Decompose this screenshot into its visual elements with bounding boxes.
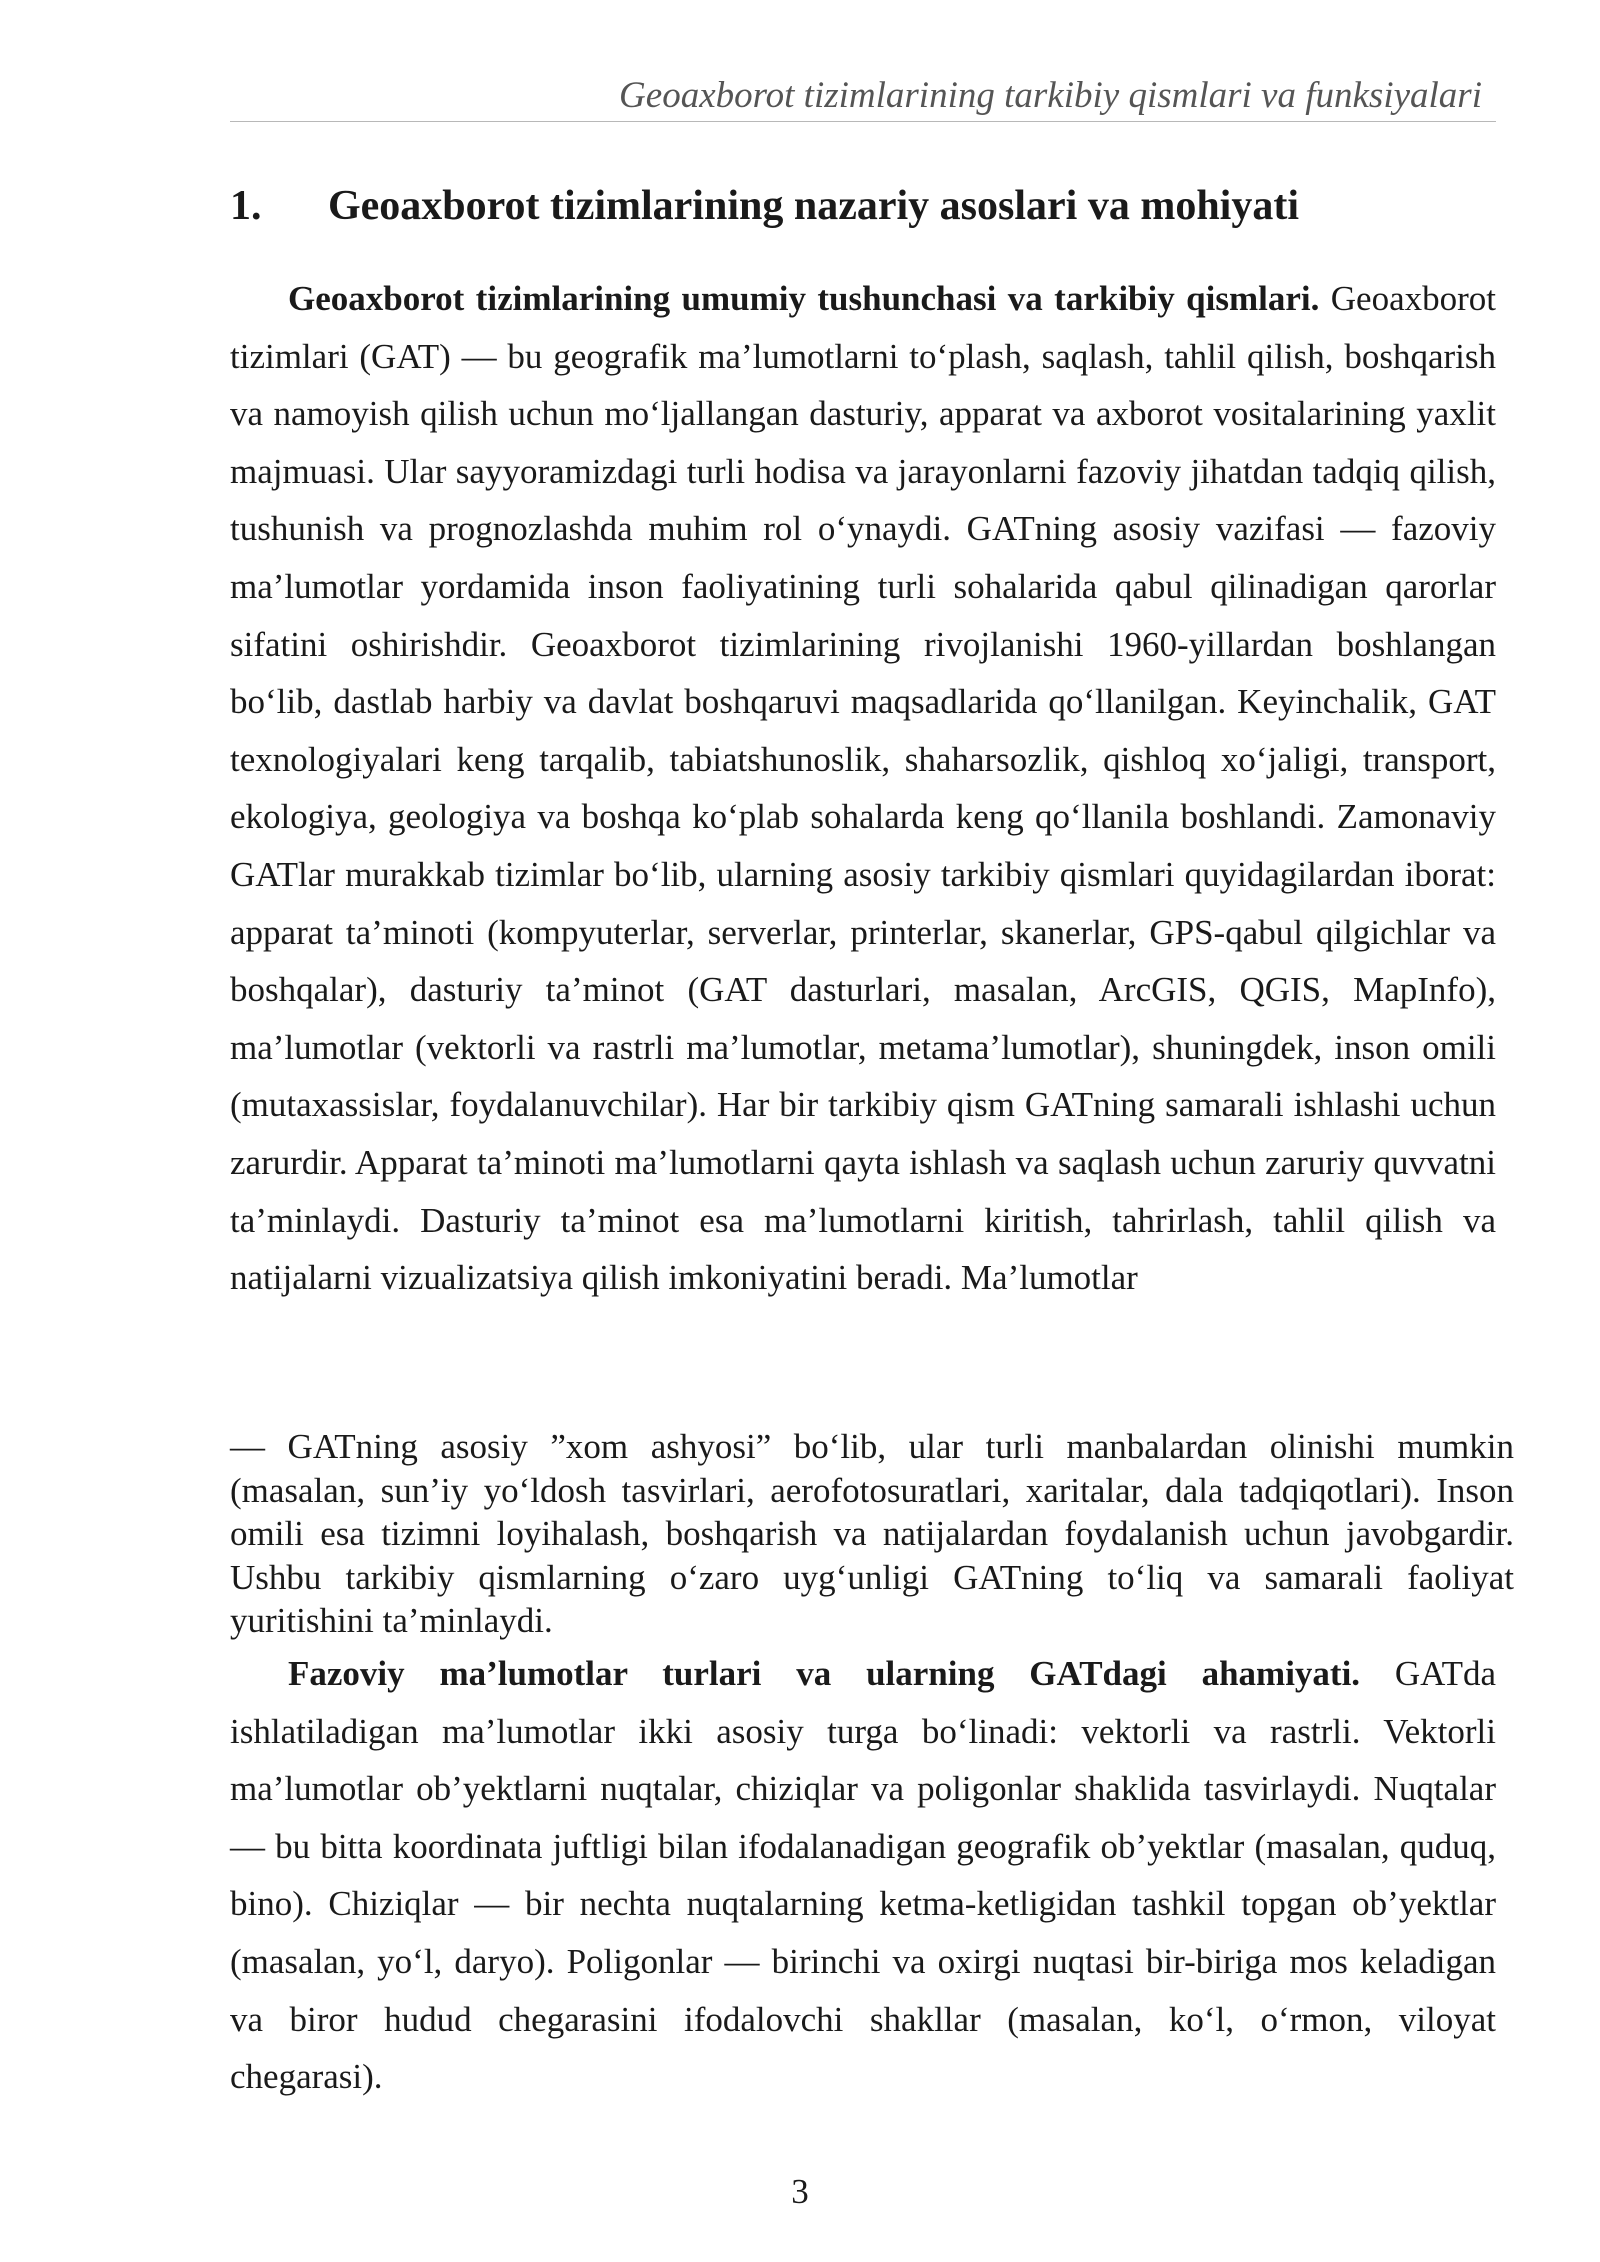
chapter-title: Geoaxborot tizimlarining nazariy asoslari va mohiyati bbox=[328, 183, 1300, 229]
chapter-heading bbox=[230, 178, 1500, 234]
run-in-heading-overview: Geoaxborot tizimlarining umumiy tushunchasi va tarkibiy qismlari. bbox=[288, 279, 1320, 318]
run-in-heading-spatial-data: Fazoviy ma’lumotlar turlari va ularning GATdagi ahamiyati. bbox=[288, 1654, 1361, 1693]
page-header bbox=[230, 70, 1496, 122]
paragraph-text-spatial-data: GATda ishlatiladigan ma’lumotlar ikki asosiy turga bo‘linadi: vektorli va rastrli. Vektorli ma’lumotlar ob’yektlarni nuqtalar, chiziqlar va poligonlar shaklida tasvirlaydi. Nuqtalar — bu bitta koordinata juftligi bilan ifodalanadigan geografik ob’yektlar (masalan, quduq, bino). Chiziqlar — bir nechta nuqtalarning ketma-ketligidan tashkil topgan ob’yektlar (masalan, yo‘l, daryo). Poligonlar — birinchi va oxirgi nuqtasi bir-biriga mos keladigan va biror hudud chegarasini ifodalovchi shakllar (masalan, ko‘l, o‘rmon, viloyat chegarasi). bbox=[230, 1654, 1496, 2097]
paragraph-gat-overview bbox=[230, 270, 1496, 1307]
chapter-number: 1. bbox=[230, 183, 262, 229]
paragraph-text-overview: Geoaxborot tizimlari (GAT) — bu geografik ma’lumotlarni to‘plash, saqlash, tahlil qilish, boshqarish va namoyish qilish uchun mo‘ljallangan dasturiy, apparat va axborot vositalarining yaxlit majmuasi. Ular sayyoramizdagi turli hodisa va jarayonlarni fazoviy jihatdan tadqiq qilish, tushunish va prognozlashda muhim rol o‘ynaydi. GATning asosiy vazifasi — fazoviy ma’lumotlar yordamida inson faoliyatining turli sohalarida qabul qilinadigan qarorlar sifatini oshirishdir. Geoaxborot tizimlarining rivojlanishi 1960-yillardan boshlangan bo‘lib, dastlab harbiy va davlat boshqaruvi maqsadlarida qo‘llanilgan. Keyinchalik, GAT texnologiyalari keng tarqalib, tabiatshunoslik, shaharsozlik, qishloq xo‘jaligi, transport, ekologiya, geologiya va boshqa ko‘plab sohalarda keng qo‘llanila boshlandi. Zamonaviy GATlar murakkab tizimlar bo‘lib, ularning asosiy tarkibiy qismlari quyidagilardan iborat: apparat ta’minoti (kompyuterlar, serverlar, printerlar, skanerlar, GPS-qabul qilgichlar va boshqalar), dasturiy ta’minot (GAT dasturlari, masalan, ArcGIS, QGIS, MapInfo), ma’lumotlar (vektorli va rastrli ma’lumotlar, metama’lumotlar), shuningdek, inson omili (mutaxassislar, foydalanuvchilar). Har bir tarkibiy qism GATning samarali ishlashi uchun zarurdir. Apparat ta’minoti ma’lumotlarni qayta ishlash va saqlash uchun zaruriy quvvatni ta’minlaydi. Dasturiy ta’minot esa ma’lumotlarni kiritish, tahrirlash, tahlil qilish va natijalarni vizualizatsiya qilish imkoniyatini beradi. Ma’lumotlar bbox=[230, 279, 1496, 1298]
paragraph-gat-overview-continued: — GATning asosiy ”xom ashyosi” bo‘lib, ular turli manbalardan olinishi mumkin (masalan, sun’iy yo‘ldosh tasvirlari, aerofotosuratlari, xaritalar, dala tadqiqotlari). Inson omili esa tizimni loyihalash, boshqarish va natijalardan foydalanish uchun javobgardir. Ushbu tarkibiy qismlarning o‘zaro uyg‘unligi GATning to‘liq va samarali faoliyat yuritishini ta’minlaydi. bbox=[230, 1427, 1514, 1640]
paragraph-spatial-data-types bbox=[230, 1645, 1496, 2106]
page-number: 3 bbox=[791, 2172, 809, 2211]
running-title: Geoaxborot tizimlarining tarkibiy qismlari va funksiyalari bbox=[619, 75, 1482, 116]
